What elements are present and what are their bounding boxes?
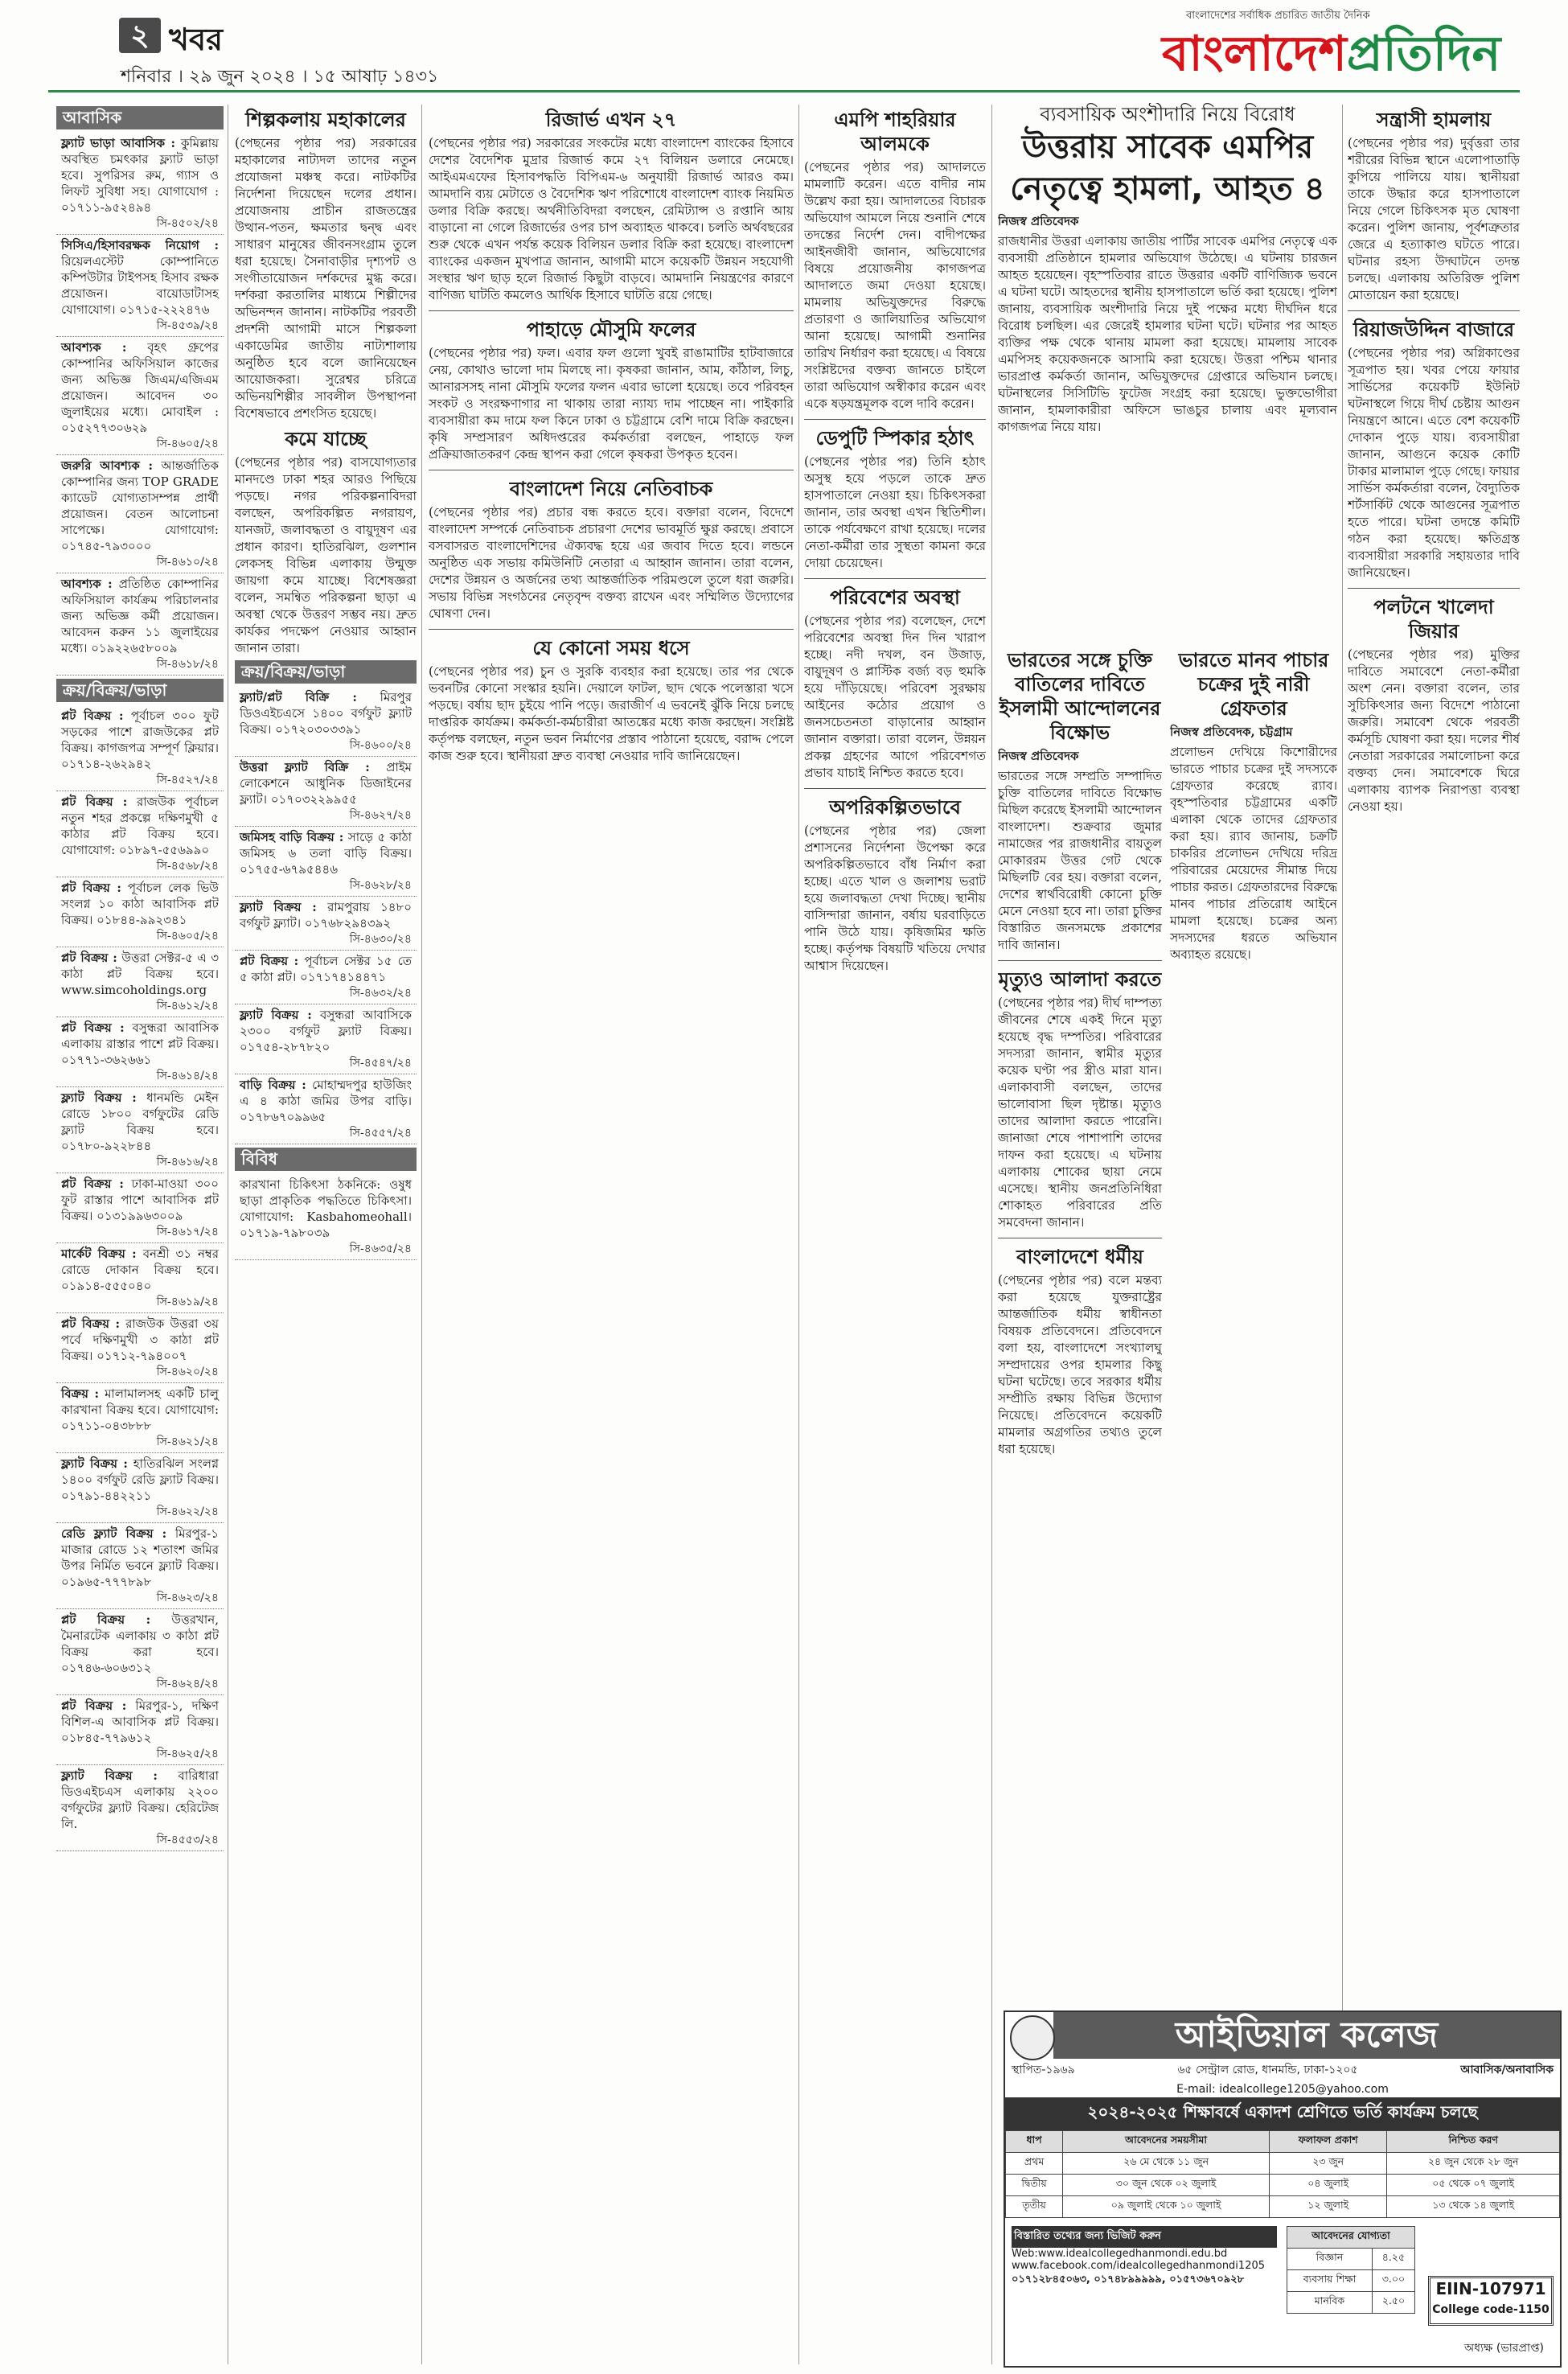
logo-tagline: বাংলাদেশের সর্বাধিক প্রচারিত জাতীয় দৈনিক bbox=[1186, 10, 1370, 22]
sale-box-list bbox=[235, 687, 417, 1144]
classified-code: সি-৪৬২০/২৪ bbox=[156, 1366, 219, 1378]
classified-code: সি-৪৫৬৮/২৪ bbox=[156, 860, 219, 873]
classified-ad bbox=[235, 827, 417, 897]
admission-notice: ২০২৪-২০২৫ শিক্ষাবর্ষে একাদশ শ্রেণিতে ভর্তি কার্যক্রম চলছে bbox=[1005, 2097, 1560, 2130]
article-mp-shahriar: (পেছনের পৃষ্ঠার পর) আদালতে মামলাটি করেন। এতে বাদীর নাম উল্লেখ করা হয়। আদালতের বিচারক অভিযোগ আমলে নিয়ে শুনানি শেষে তদন্তের নির্দেশ দেন। বাদীপক্ষের আইনজীবী জানান, অভিযোগের বিষয়ে প্রয়োজনীয় কাগজপত্র আদালতে জমা দেওয়া হয়েছে। মামলায় অভিযুক্তদের বিরুদ্ধে প্রতারণা ও জালিয়াতির অভিযোগ আনা হয়েছে। আগামী শুনানির তারিখ নির্ধারণ করা হয়েছে। এ বিষয়ে সংশ্লিষ্টদের বক্তব্য জানতে চাইলে তারা অভিযোগ অস্বীকার করেন এবং একে ষড়যন্ত্রমূলক বলে দাবি করেন। bbox=[804, 160, 986, 411]
gpa-row bbox=[1287, 2270, 1415, 2292]
classified-title: মার্কেট বিক্রয় : bbox=[61, 1247, 137, 1261]
classified-text: বনশ্রী ৩১ নম্বর রোডে দোকান বিক্রয় হবে। ০১৯১৪-৫৫৫০৪০ bbox=[61, 1247, 220, 1293]
classified-ad bbox=[235, 951, 417, 1004]
headline-riazuddin-bazar: রিয়াজউদ্দিন বাজারে bbox=[1353, 318, 1515, 341]
classified-title: আবশ্যক : bbox=[61, 340, 127, 355]
gpa-value: ৩.০০ bbox=[1372, 2270, 1414, 2292]
headline-negative-propaganda: বাংলাদেশ নিয়ে নেতিবাচক bbox=[509, 478, 713, 500]
byline-islami-andolon: নিজস্ব প্রতিবেদক bbox=[998, 749, 1079, 763]
classified-title: প্লট বিক্রয় : bbox=[61, 881, 121, 895]
section-name: খবর bbox=[169, 22, 224, 57]
column-4 bbox=[804, 103, 986, 2363]
college-phone: ০১৭১২৮৪৫০৬৩, ০১৭৪৮৯৯৯৯৯, ০১৫৭৩৬৭০৯২৮ bbox=[1012, 2273, 1245, 2286]
classified-text: সাড়ে ৫ কাঠা জমিসহ ৬ তলা বাড়ি বিক্রয়। ০১৭৫৫-৬৭৯৫৪৪৬ bbox=[240, 830, 412, 877]
classified-ad bbox=[56, 791, 224, 877]
classified-code: সি-৪৬২৭/২৪ bbox=[349, 809, 412, 822]
principal-signature: অধ্যক্ষ (ভারপ্রাপ্ত) bbox=[1464, 2342, 1544, 2355]
lead-byline: নিজস্ব প্রতিবেদক bbox=[998, 214, 1079, 228]
visit-notice: বিস্তারিত তথ্যের জন্য ভিজিট করুন bbox=[1012, 2226, 1277, 2248]
classified-text: ধানমন্ডি মেইন রোডে ১৮০০ বর্গফুটের রেডি ফ্ল্যাট বিক্রয় হবে। ০১৭৮০-৯২২৮৪৪ bbox=[61, 1090, 219, 1153]
classified-code: সি-৪৬১২/২৪ bbox=[156, 1000, 219, 1012]
headline-kome-jachchhe: কমে যাচ্ছে bbox=[285, 428, 367, 450]
divider bbox=[429, 310, 794, 311]
byline-trafficking: নিজস্ব প্রতিবেদক, চট্টগ্রাম bbox=[1170, 725, 1293, 739]
classified-ad bbox=[235, 757, 417, 827]
classified-ad bbox=[235, 687, 417, 757]
classified-ad bbox=[56, 1173, 224, 1243]
table-row bbox=[1006, 2153, 1560, 2175]
masthead bbox=[0, 0, 1568, 103]
classified-text: রামপুরায় ১৪৮০ বর্গফুট ফ্ল্যাট। ০১৭৬৮২৯৪৩৯২ bbox=[240, 900, 412, 930]
college-info-row bbox=[1005, 2059, 1560, 2081]
college-address: ৬৫ সেন্ট্রাল রোড, ধানমন্ডি, ঢাকা-১২০৫ bbox=[1177, 2064, 1358, 2076]
classified-text: পূর্বাচল ৩০০ ফুট সড়কের পাশে রাজউকের প্লট বিক্রয়। কাগজপত্র সম্পূর্ণ ক্লিয়ার। ০১৭১৪-২৬২৯৪২ bbox=[61, 709, 219, 771]
classified-title: প্লট বিক্রয় : bbox=[61, 1612, 151, 1627]
article-environment: (পেছনের পৃষ্ঠার পর) বলেছেন, দেশে পরিবেশের অবস্থা দিন দিন খারাপ হচ্ছে। নদী দখল, বন উজাড়, বায়ুদূষণ ও প্লাস্টিক বর্জ্য বড় হুমকি হয়ে দাঁড়িয়েছে। পরিবেশ সুরক্ষায় আইনের কঠোর প্রয়োগ ও জনসচেতনতা বাড়ানোর আহ্বান জানান বক্তারা। তারা বলেন, উন্নয়ন প্রকল্প গ্রহণের আগে পরিবেশগত প্রভাব যাচাই নিশ্চিত করতে হবে। bbox=[804, 614, 986, 780]
table-cell: ২৬ মে থেকে ১১ জুন bbox=[1063, 2153, 1270, 2175]
table-header-cell: আবেদনের সময়সীমা bbox=[1063, 2131, 1270, 2153]
classified-ad bbox=[235, 1074, 417, 1144]
classified-code: সি-৪৬১৪/২৪ bbox=[156, 1070, 219, 1082]
classified-title: উত্তরা ফ্ল্যাট বিক্রি : bbox=[240, 760, 370, 774]
article-islami-andolon: ভারতের সঙ্গে সম্প্রতি সম্পাদিত চুক্তি বাতিলের দাবিতে বিক্ষোভ মিছিল করেছে ইসলামী আন্দোলন বাংলাদেশ। শুক্রবার জুমার নামাজের পর রাজধানীর বায়তুল মোকাররম উত্তর গেট থেকে মিছিলটি বের হয়। বক্তারা বলেন, দেশের স্বার্থবিরোধী কোনো চুক্তি মেনে নেওয়া হবে না। তারা চুক্তির বিস্তারিত জনসমক্ষে প্রকাশের দাবি জানান। bbox=[998, 769, 1162, 952]
misc-code: সি-৪৬৩৫/২৪ bbox=[349, 1242, 412, 1255]
table-cell: ১২ জুলাই bbox=[1269, 2196, 1386, 2218]
classified-ad bbox=[56, 1313, 224, 1383]
sale-box-head: ক্রয়/বিক্রয়/ভাড়া bbox=[235, 660, 417, 684]
classified-title: প্লট বিক্রয় : bbox=[240, 954, 299, 968]
classified-ad bbox=[56, 1453, 224, 1523]
table-cell: ০৯ জুলাই থেকে ১০ জুলাই bbox=[1063, 2196, 1270, 2218]
college-estd: স্থাপিত-১৯৬৯ bbox=[1012, 2064, 1075, 2076]
classified-text: মালামালসহ একটি চালু কারখানা বিক্রয় হবে। যোগাযোগ: ০১৭১১-০৪৩৮৮৮ bbox=[61, 1386, 219, 1433]
headline-collapse: যে কোনো সময় ধসে bbox=[532, 637, 690, 659]
eiin-number: EIIN-107971 bbox=[1435, 2279, 1546, 2298]
college-advertisement bbox=[1004, 2011, 1562, 2368]
lead-kicker: ব্যবসায়িক অংশীদারি নিয়ে বিরোধ bbox=[1040, 103, 1295, 125]
classified-code: সি-৪৬০৫/২৪ bbox=[156, 437, 219, 450]
divider bbox=[804, 788, 986, 789]
classified-code: সি-৪৬১৮/২৪ bbox=[156, 658, 219, 671]
college-email: E-mail: idealcollege1205@yahoo.com bbox=[1176, 2083, 1389, 2096]
article-riazuddin-bazar: (পেছনের পৃষ্ঠার পর) অগ্নিকাণ্ডের সূত্রপাত হয়। খবর পেয়ে ফায়ার সার্ভিসের কয়েকটি ইউনিট ঘটনাস্থলে গিয়ে দীর্ঘ চেষ্টায় আগুন নিয়ন্ত্রণে আনে। এতে বেশ কয়েকটি দোকান পুড়ে যায়। ব্যবসায়ীরা জানান, আগুনে কয়েক কোটি টাকার মালামাল পুড়ে গেছে। ফায়ার সার্ভিস কর্মকর্তারা বলেন, বৈদ্যুতিক শর্টসার্কিট থেকে আগুনের সূত্রপাত হতে পারে। ঘটনা তদন্তে কমিটি গঠন করা হয়েছে। ক্ষতিগ্রস্ত ব্যবসায়ীরা সরকারি সহায়তার দাবি জানিয়েছেন। bbox=[1348, 346, 1520, 580]
classified-ad bbox=[56, 455, 224, 573]
column-7 bbox=[1348, 103, 1520, 2009]
article-religious: (পেছনের পৃষ্ঠার পর) বলে মন্তব্য করা হয়েছে যুক্তরাষ্ট্রের আন্তর্জাতিক ধর্মীয় স্বাধীনতা বিষয়ক প্রতিবেদনে। প্রতিবেদনে বলা হয়, বাংলাদেশে সংখ্যালঘু সম্প্রদায়ের ওপর হামলার কিছু ঘটনা ঘটেছে। তবে সরকার ধর্মীয় সম্প্রীতি রক্ষায় বিভিন্ন উদ্যোগ নিয়েছে। প্রতিবেদনে কয়েকটি মামলার অগ্রগতির তথ্যও তুলে ধরা হয়েছে। bbox=[998, 1273, 1162, 1456]
classified-code: সি-৪৬১৭/২৪ bbox=[156, 1226, 219, 1238]
gpa-group: মানবিক bbox=[1287, 2292, 1373, 2314]
classified-code: সি-৪৫৩৯/২৪ bbox=[156, 319, 219, 332]
classified-title: প্লট বিক্রয় : bbox=[61, 1316, 120, 1331]
classified-text: প্রতিষ্ঠিত কোম্পানির অফিসিয়াল কার্যক্রম পরিচালনার জন্য অভিজ্ঞ কর্মী প্রয়োজন। আবেদন করুন ১১ জুলাইয়ের মধ্যে। ০১৯২২৬৫৮০০৯ bbox=[61, 577, 220, 655]
classified-title: আবশ্যক : bbox=[61, 577, 113, 591]
headline-fruit: পাহাড়ে মৌসুমি ফলের bbox=[526, 318, 696, 341]
masthead-rule bbox=[48, 90, 1520, 92]
classified-title: ফ্ল্যাট বিক্রয় : bbox=[61, 1768, 158, 1783]
misc-head: বিবিধ bbox=[235, 1148, 417, 1171]
classified-title: বাড়ি বিক্রয় : bbox=[240, 1078, 306, 1092]
table-header-cell: নিশ্চিত করণ bbox=[1387, 2131, 1560, 2153]
article-deputy-speaker: (পেছনের পৃষ্ঠার পর) তিনি হঠাৎ অসুস্থ হয়ে পড়লে তাকে দ্রুত হাসপাতালে নেওয়া হয়। চিকিৎসকরা জানান, তার অবস্থা এখন স্থিতিশীল। তাকে পর্যবেক্ষণে রাখা হয়েছে। দলের নেতা-কর্মীরা তার সুস্থতা কামনা করে দোয়া চেয়েছেন। bbox=[804, 454, 986, 570]
classified-title: জমিসহ বাড়ি বিক্রয় : bbox=[240, 830, 344, 844]
classified-code: সি-৪৬২৩/২৪ bbox=[156, 1592, 219, 1604]
classified-ad bbox=[56, 1087, 224, 1173]
article-fruit: (পেছনের পৃষ্ঠার পর) ফল। এবার ফল গুলো খুবই রাঙামাটির হাটবাজারে নেয়, কোথাও ভালো দাম মিলছে না। কৃষকরা জানান, আম, কাঁঠাল, লিচু, আনারসসহ নানা মৌসুমি ফলের ফলন এবার ভালো হয়েছে। তবে পরিবহন সংকট ও সংরক্ষণাগার না থাকায় তারা ন্যায্য দাম পাচ্ছেন না। পাইকারি ব্যবসায়ীরা কম দামে ফল কিনে ঢাকা ও চট্টগ্রামে বেশি দামে বিক্রি করছেন। কৃষি সম্প্রসারণ অধিদপ্তরের কর্মকর্তারা বলছেন, পাহাড়ে ফল প্রক্রিয়াজাতকরণ কেন্দ্র স্থাপন করা গেলে কৃষকরা উপকৃত হবেন। bbox=[429, 346, 794, 462]
article-collapse: (পেছনের পৃষ্ঠার পর) চুন ও সুরকি ব্যবহার করা হয়েছে। তার পর থেকে ভবনটির কোনো সংস্কার হয়নি। দেয়ালে ফাটল, ছাদ থেকে পলেস্তারা খসে পড়ছে। বর্ষায় ছাদ চুইয়ে পানি পড়ে। জরাজীর্ণ এ ভবনেই ঝুঁকি নিয়ে চলছে দাপ্তরিক কার্যক্রম। কর্মকর্তা-কর্মচারীরা আতঙ্কের মধ্যে কাজ করছেন। সংশ্লিষ্ট কর্তৃপক্ষ বলছেন, নতুন ভবন নির্মাণের প্রস্তাব পাঠানো হয়েছে, বরাদ্দ পেলে কাজ শুরু হবে। স্থানীয়রা দ্রুত ব্যবস্থা নেওয়ার দাবি জানিয়েছেন। bbox=[429, 664, 794, 763]
classified-ad bbox=[56, 1383, 224, 1453]
column-rule bbox=[798, 105, 799, 2364]
table-cell: প্রথম bbox=[1006, 2153, 1063, 2175]
classified-title: জরুরি আবশ্যক : bbox=[61, 458, 154, 473]
classified-title: প্লট বিক্রয় : bbox=[61, 951, 117, 965]
classified-code: সি-৪৫২৭/২৪ bbox=[156, 774, 219, 787]
classified-title: ফ্ল্যাট বিক্রয় : bbox=[240, 900, 317, 914]
article-death: (পেছনের পৃষ্ঠার পর) দীর্ঘ দাম্পত্য জীবনের শেষে একই দিনে মৃত্যু হয়েছে বৃদ্ধ দম্পতির। পরিবারের সদস্যরা জানান, স্বামীর মৃত্যুর কয়েক ঘণ্টা পর স্ত্রীও মারা যান। এলাকাবাসী বলছেন, তাদের ভালোবাসা ছিল দৃষ্টান্ত। মৃত্যুও তাদের আলাদা করতে পারেনি। জানাজা শেষে পাশাপাশি তাদের দাফন করা হয়েছে। এ ঘটনায় এলাকায় শোকের ছায়া নেমে এসেছে। স্থানীয় জনপ্রতিনিধিরা শোকাহত পরিবারের প্রতি সমবেদনা জানান। bbox=[998, 996, 1162, 1230]
article-terror-attack: (পেছনের পৃষ্ঠার পর) দুর্বৃত্তরা তার শরীরের বিভিন্ন স্থানে এলোপাতাড়ি কুপিয়ে পালিয়ে যায়। স্থানীয়রা তাকে উদ্ধার করে হাসপাতালে নিয়ে গেলে চিকিৎসক মৃত ঘোষণা করেন। পুলিশ জানায়, পূর্বশত্রুতার জেরে এ হত্যাকাণ্ড ঘটতে পারে। ঘটনার রহস্য উদ্ঘাটনে তদন্ত চলছে। এলাকায় অতিরিক্ত পুলিশ মোতায়েন করা হয়েছে। bbox=[1348, 136, 1520, 302]
gpa-table bbox=[1287, 2226, 1415, 2314]
misc-classified bbox=[235, 1174, 417, 1260]
classified-ad bbox=[56, 1523, 224, 1609]
gpa-value: ৪.২৫ bbox=[1372, 2249, 1414, 2270]
classified-text: হাতিরঝিল সংলগ্ন ১৪০০ বর্গফুট রেডি ফ্ল্যাট বিক্রয়। ০১৭৯১-৪৪২২১১ bbox=[61, 1456, 219, 1503]
sale-head: ক্রয়/বিক্রয়/ভাড়া bbox=[56, 679, 224, 702]
classified-text: পূর্বাচল লেক ভিউ সংলগ্ন ১০ কাঠা আবাসিক প্লট বিক্রয়। ০১৮৪৪-৯৯২৩৪১ bbox=[61, 881, 219, 927]
table-cell: ১৩ থেকে ১৪ জুলাই bbox=[1387, 2196, 1560, 2218]
classified-text: উত্তরা সেক্টর-৫ এ ৩ কাঠা প্লট বিক্রয় হবে। www.simcoholdings.org bbox=[61, 951, 219, 997]
classified-code: সি-৪৬২২/২৪ bbox=[156, 1505, 219, 1518]
classified-ad bbox=[56, 1243, 224, 1313]
page-number: ২ bbox=[119, 18, 161, 53]
classifieds-column bbox=[56, 103, 224, 2363]
college-type: আবাসিক/অনাবাসিক bbox=[1460, 2064, 1554, 2076]
headline-reserve: রিজার্ভ এখন ২৭ bbox=[545, 109, 677, 131]
classified-text: রাজউক উত্তরা ৩য় পর্বে দক্ষিণমুখী ৩ কাঠা প্লট বিক্রয়। ০১৭১২-৭৯৪০০৭ bbox=[61, 1316, 219, 1363]
table-row bbox=[1006, 2196, 1560, 2218]
table-cell: দ্বিতীয় bbox=[1006, 2175, 1063, 2196]
table-header-cell: ধাপ bbox=[1006, 2131, 1063, 2153]
headline-deputy-speaker: ডেপুটি স্পিকার হঠাৎ bbox=[815, 427, 975, 450]
classified-code: সি-৪৫৪৭/২৪ bbox=[349, 1057, 412, 1070]
sale-list bbox=[56, 705, 224, 1851]
headline-paltan: পলটনে খালেদা জিয়ার bbox=[1373, 596, 1494, 643]
gpa-group: বিজ্ঞান bbox=[1287, 2249, 1373, 2270]
gpa-head: আবেদনের যোগ্যতা bbox=[1287, 2227, 1415, 2249]
classified-code: সি-৪৬২৫/২৪ bbox=[156, 1748, 219, 1760]
table-cell: ০৪ জুলাই bbox=[1269, 2175, 1386, 2196]
contact-info bbox=[1005, 2223, 1283, 2317]
newspaper-logo bbox=[1162, 8, 1516, 85]
headline-trafficking: ভারতে মানব পাচার চক্রের দুই নারী গ্রেফতার bbox=[1178, 649, 1329, 720]
column-rule bbox=[991, 105, 992, 2364]
classified-text: কুমিল্লায় অবস্থিত চমৎকার ফ্ল্যাট ভাড়া হবে। সুপরিসর রুম, গ্যাস ও লিফট সুবিধা সহ। যোগাযোগ : ০১৭১১-৯৫২৪৯৪ bbox=[61, 136, 219, 215]
lead-story bbox=[998, 103, 1337, 634]
classified-text: পূর্বাচল সেক্টর ১৫ তে ৫ কাঠা প্লট। ০১৭১৭৪১৪৪৭১ bbox=[240, 954, 412, 984]
classified-text: বসুন্ধরা আবাসিকে ২৩০০ বর্গফুট ফ্ল্যাট বিক্রয়। ০১৭৫৪-২৮৭৮২০ bbox=[240, 1008, 412, 1054]
gpa-table-body bbox=[1287, 2249, 1415, 2314]
classified-title: প্লট বিক্রয় : bbox=[61, 1177, 124, 1191]
classified-text: মিরপুর-১, দক্ষিণ বিশিল-এ আবাসিক প্লট বিক্রয়। ০১৮৪৫-৭৭৯৬১২ bbox=[61, 1698, 219, 1745]
classified-title: রেডি ফ্ল্যাট বিক্রয় : bbox=[61, 1526, 167, 1541]
college-name: আইডিয়াল কলেজ bbox=[1053, 2012, 1560, 2059]
college-code: College code-1150 bbox=[1432, 2303, 1550, 2316]
table-cell: ০৫ থেকে ০৭ জুলাই bbox=[1387, 2175, 1560, 2196]
classified-text: মোহাম্মদপুর হাউজিং এ ৪ কাঠা জমির উপর বাড়ি। ০১৭৮৬৭০৯৯৬৫ bbox=[240, 1078, 412, 1124]
table-cell: ২৩ জুন bbox=[1269, 2153, 1386, 2175]
table-cell: ২৪ জুন থেকে ২৮ জুন bbox=[1387, 2153, 1560, 2175]
classified-code: সি-৪৫৫৩/২৪ bbox=[156, 1834, 219, 1846]
headline-islami-andolon: ভারতের সঙ্গে চুক্তি বাতিলের দাবিতে ইসলামী আন্দোলনের বিক্ষোভ bbox=[999, 649, 1161, 744]
classified-ad bbox=[56, 235, 224, 337]
divider bbox=[1348, 310, 1520, 311]
classified-text: ঢাকা-মাওয়া ৩০০ ফুট রাস্তার পাশে আবাসিক প্লট বিক্রয়। ০১৩১৯৯৬৩০০৯ bbox=[61, 1177, 219, 1223]
classified-ad bbox=[56, 133, 224, 235]
table-row bbox=[1006, 2175, 1560, 2196]
college-website[interactable]: Web:www.idealcollegedhanmondi.edu.bd bbox=[1012, 2248, 1228, 2260]
divider bbox=[804, 419, 986, 420]
classified-text: বারিধারা ডিওএইচএস এলাকায় ২২০০ বর্গফুটের ফ্ল্যাট বিক্রয়। হেরিটেজ লি. bbox=[61, 1768, 219, 1831]
logo-part2: প্রতিদিন bbox=[1346, 26, 1501, 82]
classified-code: সি-৪৬২৪/২৪ bbox=[156, 1678, 219, 1690]
headline-death: মৃত্যুও আলাদা করতে bbox=[998, 968, 1162, 991]
gpa-value: ২.৫০ bbox=[1372, 2292, 1414, 2314]
classified-code: সি-৪৬৩২/২৪ bbox=[349, 987, 412, 1000]
classified-code: সি-৪৬০৫/২৪ bbox=[156, 930, 219, 943]
gpa-row bbox=[1287, 2249, 1415, 2270]
classified-title: প্লট বিক্রয় : bbox=[61, 709, 124, 723]
headline-religious: বাংলাদেশে ধর্মীয় bbox=[1016, 1246, 1143, 1268]
classified-code: সি-৪৫৫৭/২৪ bbox=[349, 1127, 412, 1140]
classified-text: উত্তরখান, মৈনারটেক এলাকায় ৩ কাঠা প্লট বিক্রয় করা হবে। ০১৭৪৬-৬০৬৩১২ bbox=[61, 1612, 219, 1675]
gpa-box bbox=[1283, 2223, 1418, 2317]
college-logo-icon bbox=[1010, 2015, 1055, 2060]
classified-title: ফ্ল্যাট বিক্রয় : bbox=[61, 1090, 137, 1105]
classified-text: রিয়েলএস্টেট কোম্পানিতে কম্পিউটার টাইপসহ হিসাব রক্ষক প্রয়োজন। বায়োডাটাসহ যোগাযোগ। ০১৭১৫-২২২৪৭৬ bbox=[61, 254, 219, 317]
misc-text: কারখানা চিকিৎসা ঠকনিকে: ওষুধ ছাড়া প্রাকৃতিক পদ্ধতিতে চিকিৎসা। যোগাযোগ: Kasbahomeohall। ০১৭১৯-৭৯৮০৩৯ bbox=[240, 1177, 412, 1240]
divider bbox=[804, 578, 986, 579]
divider bbox=[429, 629, 794, 630]
classified-text: প্রাইম লোকেশনে আধুনিক ডিজাইনের ফ্ল্যাট। ০১৭০৩২২৯৯৫৫ bbox=[240, 760, 412, 807]
classified-ad bbox=[56, 1695, 224, 1765]
classified-ad bbox=[56, 573, 224, 676]
classified-code: সি-৪৬১০/২৪ bbox=[156, 556, 219, 569]
lead-body: রাজধানীর উত্তরা এলাকায় জাতীয় পার্টির সাবেক এমপির নেতৃত্বে এক ব্যবসায়ী প্রতিষ্ঠানে হামলার অভিযোগ উঠেছে। এ ঘটনায় চারজন আহত হয়েছেন। বৃহস্পতিবার রাতে উত্তরার একটি বাণিজ্যিক ভবনে এ ঘটনা ঘটে। আহতদের স্থানীয় হাসপাতালে ভর্তি করা হয়েছে। পুলিশ জানায়, ব্যবসায়িক অংশীদারি নিয়ে দুই পক্ষের মধ্যে দীর্ঘদিন ধরে বিরোধ চলছিল। এর জেরেই হামলার ঘটনা ঘটে। ঘটনার পর আহত ব্যক্তির পক্ষ থেকে থানায় মামলা করা হয়েছে। মামলায় সাবেক এমপিসহ কয়েকজনকে আসামি করা হয়েছে। উত্তরা পশ্চিম থানার ভারপ্রাপ্ত কর্মকর্তা জানান, অভিযুক্তদের গ্রেপ্তারে অভিযান চলছে। ঘটনাস্থলের সিসিটিভি ফুটেজ সংগ্রহ করা হয়েছে। ভুক্তভোগীরা জানান, হামলাকারীরা অফিসে ভাঙচুর চালায় এবং মূল্যবান কাগজপত্র নিয়ে যায়। bbox=[998, 234, 1337, 434]
classified-ad bbox=[235, 897, 417, 951]
headline-environment: পরিবেশের অবস্থা bbox=[830, 586, 960, 609]
classified-ad bbox=[235, 1004, 417, 1074]
column-3 bbox=[429, 103, 794, 2363]
classified-code: সি-৪৫০২/২৪ bbox=[156, 217, 219, 230]
classified-ad bbox=[56, 947, 224, 1017]
article-trafficking: প্রলোভন দেখিয়ে কিশোরীদের ভারতে পাচার চক্রের দুই সদস্যকে গ্রেফতার করেছে র‍্যাব। বৃহস্পতিবার চট্টগ্রামের একটি এলাকা থেকে তাদের গ্রেফতার করা হয়। র‍্যাব জানায়, চক্রটি চাকরির প্রলোভন দেখিয়ে দরিদ্র পরিবারের মেয়েদের সীমান্ত দিয়ে পাচার করত। গ্রেফতারদের বিরুদ্ধে মানব পাচার প্রতিরোধ আইনে মামলা হয়েছে। চক্রের অন্য সদস্যদের ধরতে অভিযান অব্যাহত রয়েছে। bbox=[1170, 745, 1337, 962]
classified-code: সি-৪৬১৯/২৪ bbox=[156, 1296, 219, 1308]
column-6 bbox=[1170, 643, 1337, 2002]
article-paltan: (পেছনের পৃষ্ঠার পর) মুক্তির দাবিতে সমাবেশে নেতা-কর্মীরা অংশ নেন। বক্তারা বলেন, তার সুচিকিৎসার জন্য বিদেশে পাঠানো জরুরি। সমাবেশ থেকে পরবর্তী কর্মসূচি ঘোষণা করা হয়। দলের শীর্ষ নেতারা সরকারের সমালোচনা করে বক্তব্য দেন। সমাবেশকে ঘিরে এলাকায় ব্যাপক নিরাপত্তা ব্যবস্থা নেওয়া হয়। bbox=[1348, 647, 1520, 814]
article-negative-propaganda: (পেছনের পৃষ্ঠার পর) প্রচার বন্ধ করতে হবে। বক্তারা বলেন, বিদেশে বাংলাদেশ সম্পর্কে নেতিবাচক প্রচারণা দেশের ভাবমূর্তি ক্ষুণ্ণ করছে। প্রবাসে বসবাসরত বাংলাদেশিদের ঐক্যবদ্ধ হয়ে এর জবাব দিতে হবে। লন্ডনে অনুষ্ঠিত এক সভায় কমিউনিটি নেতারা এ আহ্বান জানান। তারা বলেন, দেশের উন্নয়ন ও অর্জনের তথ্য আন্তর্জাতিক পরিমণ্ডলে তুলে ধরা জরুরি। সভায় বিভিন্ন সংগঠনের নেতৃবৃন্দ বক্তব্য রাখেন এবং সম্মিলিত উদ্যোগের ঘোষণা দেন। bbox=[429, 505, 794, 621]
classified-code: সি-৪৬০০/২৪ bbox=[349, 739, 412, 752]
classified-text: বৃহৎ গ্রুপের কোম্পানির অফিসিয়াল কাজের জন্য অভিজ্ঞ জিএম/এজিএম প্রয়োজন। আবেদন ৩০ জুলাইয়ের মধ্যে। মোবাইল : ০১৫২৭৭৩০৬২৯ bbox=[61, 340, 219, 435]
classified-ad bbox=[56, 1765, 224, 1851]
column-5 bbox=[998, 643, 1162, 2002]
headline-unplanned: অপরিকল্পিতভাবে bbox=[829, 796, 961, 819]
classified-title: ফ্ল্যাট/প্লট বিক্রি : bbox=[240, 690, 357, 704]
classified-title: ফ্ল্যাট ভাড়া আবাসিক : bbox=[61, 136, 176, 150]
classified-title: প্লট বিক্রয় : bbox=[61, 1698, 127, 1713]
column-2 bbox=[235, 103, 417, 2363]
college-facebook[interactable]: www.facebook.com/idealcollegedhanmondi1205 bbox=[1012, 2260, 1266, 2272]
classified-text: মিরপুর ডিওএইচএসে ১৪০০ বর্গফুট ফ্ল্যাট বিক্রয়। ০১৭২০৩০৩৩৯১ bbox=[240, 690, 412, 737]
divider bbox=[998, 960, 1162, 961]
admission-table bbox=[1005, 2130, 1560, 2218]
gpa-group: ব্যবসায় শিক্ষা bbox=[1287, 2270, 1373, 2292]
classified-code: সি-৪৬১৬/২৪ bbox=[156, 1156, 219, 1169]
table-cell: ৩০ জুন থেকে ০২ জুলাই bbox=[1063, 2175, 1270, 2196]
classified-code: সি-৪৬৩০/২৪ bbox=[349, 933, 412, 946]
article-unplanned: (পেছনের পৃষ্ঠার পর) জেলা প্রশাসনের নির্দেশনা উপেক্ষা করে অপরিকল্পিতভাবে বাঁধ নির্মাণ করা হচ্ছে। এতে খাল ও জলাশয় ভরাট হয়ে জলাবদ্ধতা দেখা দিচ্ছে। স্থানীয় বাসিন্দারা জানান, বর্ষায় ঘরবাড়িতে পানি উঠে যায়। কৃষিজমির ক্ষতি হচ্ছে। কর্তৃপক্ষ বিষয়টি খতিয়ে দেখার আশ্বাস দিয়েছেন। bbox=[804, 824, 986, 973]
classified-title: সিসিএ/হিসাবরক্ষক নিয়োগ : bbox=[61, 238, 219, 253]
table-header-cell: ফলাফল প্রকাশ bbox=[1269, 2131, 1386, 2153]
table-cell: তৃতীয় bbox=[1006, 2196, 1063, 2218]
classified-text: মিরপুর-১ মাজার রোডে ১২ শতাংশ জমির উপর নির্মিত ভবনে ফ্ল্যাট বিক্রয়। ০১৯৬৫-৭৭৭৮৯৮ bbox=[61, 1526, 219, 1589]
classified-title: প্লট বিক্রয় : bbox=[61, 795, 128, 809]
gpa-row bbox=[1287, 2292, 1415, 2314]
classified-title: ফ্ল্যাট বিক্রয় : bbox=[61, 1456, 128, 1471]
article-shilpakala: (পেছনের পৃষ্ঠার পর) সরকারের মহাকালের নাট্যদল তাদের নতুন প্রযোজনা মঞ্চস্থ করে। নাটকটির নির্দেশনা দিয়েছেন দলের প্রধান। প্রযোজনায় প্রাচীন রাজতন্ত্রের উত্থান-পতন, ক্ষমতার দ্বন্দ্ব এবং সাধারণ মানুষের জীবনসংগ্রাম তুলে ধরা হয়েছে। সৈনাবাড়ীর দৃশ্যপট ও সংগীতায়োজন দর্শকদের মুগ্ধ করে। দর্শকরা করতালির মাধ্যমে শিল্পীদের অভিনন্দন জানান। নাটকটির পরবর্তী প্রদর্শনী আগামী মাসে শিল্পকলা একাডেমির জাতীয় নাট্যশালায় অনুষ্ঠিত হবে বলে জানিয়েছেন আয়োজকরা। সুরেশ্বর চরিত্রে অভিনয়শিল্পীর সাবলীল উপস্থাপনা বিশেষভাবে প্রশংসিত হয়েছে। bbox=[235, 136, 417, 421]
classified-ad bbox=[56, 705, 224, 791]
classified-text: রাজউক পূর্বাচল নতুন শহর প্রকল্পে দক্ষিণমুখী ৫ কাঠার প্লট বিক্রয় হবে। যোগাযোগ: ০১৮৯৭-৫৫৬৯৯০ bbox=[61, 795, 219, 857]
logo-part1: বাংলাদেশ bbox=[1162, 26, 1347, 82]
residential-list bbox=[56, 133, 224, 676]
classified-text: আন্তর্জাতিক কোম্পানির জন্য TOP GRADE ক্যাডেট যোগ্যতাসম্পন্ন প্রার্থী প্রয়োজন। বেতন আলোচনা সাপেক্ষে। যোগাযোগ: ০১৭৪৫-৭৯৩০০০ bbox=[61, 458, 219, 553]
lead-headline: উত্তরায় সাবেক এমপির নেতৃত্বে হামলা, আহত ৪ bbox=[1010, 129, 1325, 207]
divider bbox=[1348, 588, 1520, 589]
article-kome-jachchhe: (পেছনের পৃষ্ঠার পর) বাসযোগ্যতার মানদণ্ডে ঢাকা শহর আরও পিছিয়ে পড়ছে। নগর পরিকল্পনাবিদরা বলছেন, অপরিকল্পিত নগরায়ণ, যানজট, জলাবদ্ধতা ও বায়ুদূষণ এর প্রধান কারণ। হাতিরঝিল, গুলশান লেকসহ বিভিন্ন এলাকায় উন্মুক্ত জায়গা কমে যাচ্ছে। বিশেষজ্ঞরা বলেন, সমন্বিত পরিকল্পনা ছাড়া এ অবস্থা থেকে উত্তরণ সম্ভব নয়। দ্রুত কার্যকর পদক্ষেপ নেওয়ার আহ্বান জানান তারা। bbox=[235, 455, 417, 655]
classified-text: বসুন্ধরা আবাসিক এলাকায় রাস্তার পাশে প্লট বিক্রয়। ০১৭৭১-৩৬২৬৬১ bbox=[61, 1021, 219, 1067]
admission-table-header bbox=[1006, 2131, 1560, 2153]
classified-code: সি-৪৬২১/২৪ bbox=[156, 1435, 219, 1448]
classified-ad bbox=[56, 337, 224, 455]
eiin-box bbox=[1428, 2276, 1554, 2326]
article-reserve: (পেছনের পৃষ্ঠার পর) সরকারের সংকটের মধ্যে বাংলাদেশ ব্যাংকের হিসাবে দেশের বৈদেশিক মুদ্রার রিজার্ভ কমে ২৭ বিলিয়ন ডলারে নেমেছে। আইএমএফের হিসাবপদ্ধতি বিপিএম-৬ অনুযায়ী রিজার্ভ আরও কম। আমদানি ব্যয় মেটাতে ও বৈদেশিক ঋণ পরিশোধে বাংলাদেশ ব্যাংক নিয়মিত ডলার বিক্রি করছে। অর্থনীতিবিদরা বলছেন, রেমিট্যান্স ও রপ্তানি আয় বাড়ানো না গেলে রিজার্ভের ওপর চাপ অব্যাহত থাকবে। চলতি অর্থবছরের শুরু থেকে এখন পর্যন্ত কয়েক বিলিয়ন ডলার বিক্রি করা হয়েছে। বাংলাদেশ ব্যাংকের একজন মুখপাত্র জানান, আগামী মাসে কয়েকটি উন্নয়ন সহযোগী সংস্থার ঋণ ছাড় হলে রিজার্ভ কিছুটা বাড়বে। আমদানি নিয়ন্ত্রণের কারণে বাণিজ্য ঘাটতি কমলেও আর্থিক হিসাবে ঘাটতি রয়ে গেছে। bbox=[429, 136, 794, 302]
headline-terror-attack: সন্ত্রাসী হামলায় bbox=[1376, 109, 1492, 131]
residential-head: আবাসিক bbox=[56, 106, 224, 129]
column-rule bbox=[421, 105, 422, 2364]
headline-mp-shahriar: এমপি শাহরিয়ার আলমকে bbox=[834, 109, 956, 155]
classified-title: ফ্ল্যাট বিক্রয় : bbox=[240, 1008, 312, 1022]
headline-shilpakala: শিল্পকলায় মহাকালের bbox=[245, 109, 406, 131]
classified-ad bbox=[56, 1017, 224, 1087]
classified-title: বিক্রয় : bbox=[61, 1386, 100, 1401]
classified-code: সি-৪৬২৮/২৪ bbox=[349, 879, 412, 892]
classified-ad bbox=[56, 877, 224, 947]
classified-ad bbox=[56, 1609, 224, 1695]
date-line: শনিবার । ২৯ জুন ২০২৪ । ১৫ আষাঢ় ১৪৩১ bbox=[121, 67, 439, 87]
admission-table-body bbox=[1006, 2153, 1560, 2218]
classified-title: প্লট বিক্রয় : bbox=[61, 1021, 125, 1035]
